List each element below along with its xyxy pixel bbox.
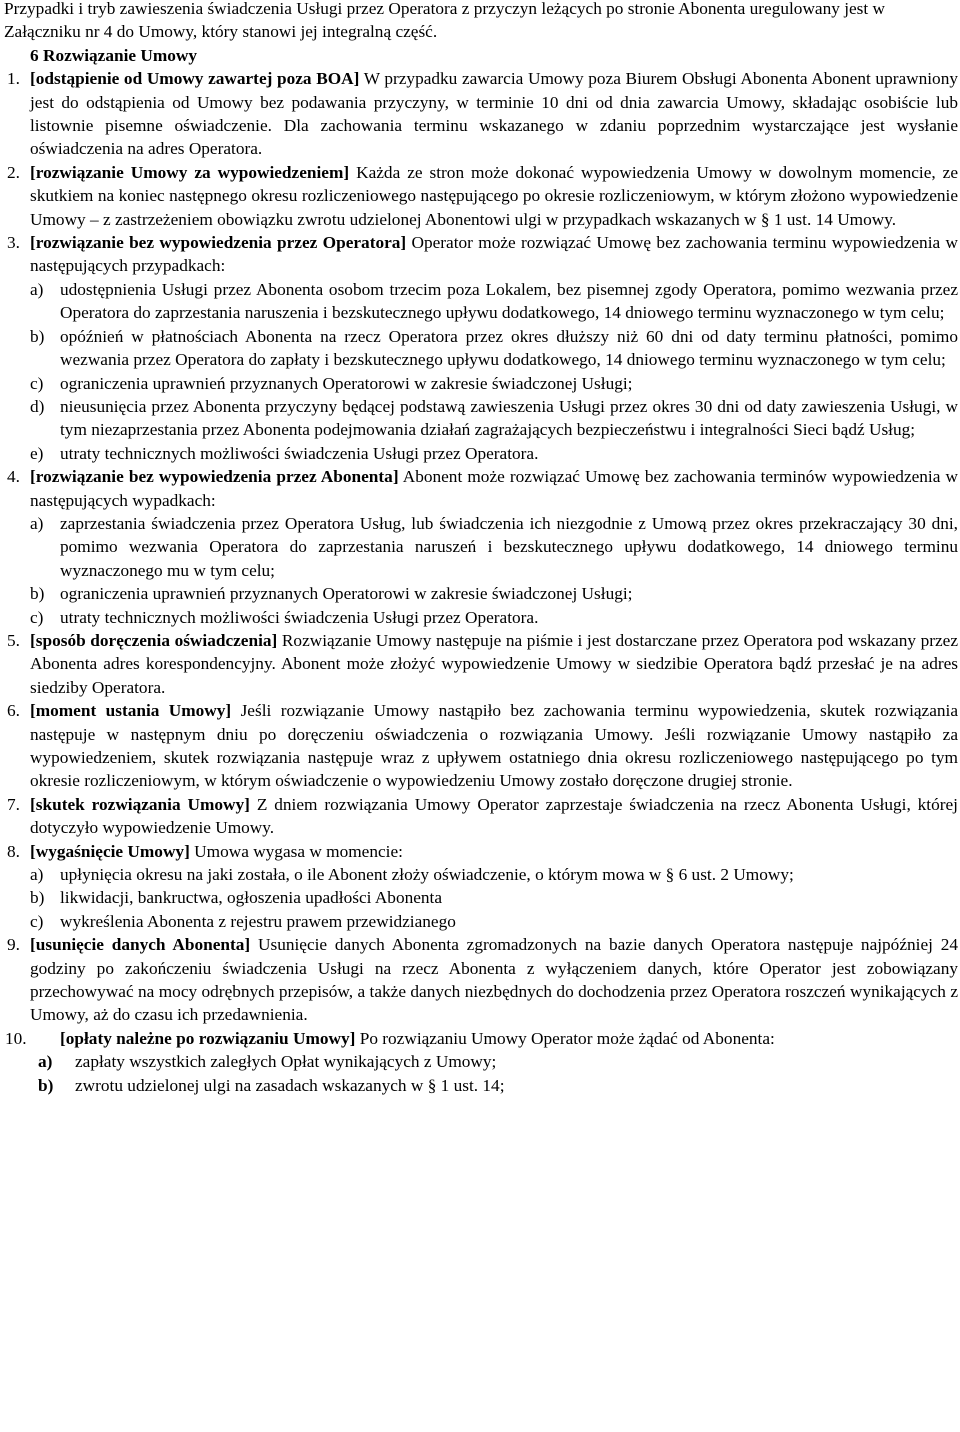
list-text: zapłaty wszystkich zaległych Opłat wynikających z Umowy; [75, 1052, 497, 1072]
clause-text: Umowa wygasa w momencie: [194, 841, 403, 861]
list-letter: b) [30, 584, 45, 604]
clause-text: W przypadku zawarcia Umowy poza Biurem Obsługi Abonenta Abonent uprawniony jest do odstąpienia od Umowy bez podawania przyczyny, w terminie 10 dni od dnia zawarcia Umowy, składając osobiście lub listownie pisemne oświadczenie. Dla zachowania terminu wskazanego w zdaniu poprzednim wystarczające jest wysłanie oświadczenia na adres Operatora. [30, 69, 958, 159]
clause-heading: [odstąpienie od Umowy zawartej poza BOA] [30, 69, 360, 89]
list-text: opóźnień w płatnościach Abonenta na rzecz Operatora przez okres dłuższy niż 60 dni od daty terminu płatności, pomimo wezwania przez Operatora do zapłaty i bezskutecznego upływu dodatkowego, 14 dniowego terminu wyznaczonego w tym celu; [60, 326, 958, 370]
list-item [0, 442, 958, 465]
list-item [0, 372, 958, 395]
list-item [0, 1050, 958, 1073]
section-title: 6 Rozwiązanie Umowy [30, 45, 198, 65]
clause-heading: [wygaśnięcie Umowy] [30, 841, 190, 861]
clause-4 [0, 465, 958, 512]
clause-heading: [rozwiązanie bez wypowiedzenia przez Operatora] [30, 233, 407, 253]
clause-heading: [sposób doręczenia oświadczenia] [30, 630, 278, 650]
list-text: upłynięcia okresu na jaki została, o ile Abonent złoży oświadczenie, o którym mowa w § 6 ust. 2 Umowy; [60, 865, 794, 885]
list-letter: b) [30, 888, 45, 908]
clause-text: Po rozwiązaniu Umowy Operator może żądać od Abonenta: [359, 1028, 775, 1048]
clause-number: 1. [7, 69, 20, 89]
list-letter: b) [30, 326, 45, 346]
list-letter: a) [30, 513, 44, 533]
clause-9 [0, 933, 958, 1027]
list-text: ograniczenia uprawnień przyznanych Operatorowi w zakresie świadczonej Usługi; [60, 584, 633, 604]
list-letter: b) [38, 1075, 54, 1095]
list-item [0, 606, 958, 629]
list-text: wykreślenia Abonenta z rejestru prawem przewidzianego [60, 911, 456, 931]
list-text: udostępnienia Usługi przez Abonenta osobom trzecim poza Lokalem, bez pisemnej zgody Operatora, pomimo wezwania przez Operatora do zaprzestania naruszenia i bezskutecznego upływu dodatkowego, 14 dniowego terminu wyznaczonego w tym celu; [60, 279, 958, 323]
clause-number: 10. [5, 1028, 27, 1048]
clause-number: 6. [7, 701, 20, 721]
clause-heading: [rozwiązanie bez wypowiedzenia przez Abonenta] [30, 467, 399, 487]
clause-text: Z dniem rozwiązania Umowy Operator zaprzestaje świadczenia na rzecz Abonenta Usługi, której dotyczyło wypowiedzenie Umowy. [30, 794, 958, 838]
clause-number: 8. [7, 841, 20, 861]
list-text: zaprzestania świadczenia przez Operatora Usług, lub świadczenia ich niezgodnie z Umową przez okres przekraczający 30 dni, pomimo wezwania Operatora do zaprzestania naruszeń i bezskutecznego upływu dodatkowego, 14 dniowego terminu wyznaczonego mu w tym celu; [60, 513, 958, 580]
clause-number: 2. [7, 162, 20, 182]
list-text: zwrotu udzielonej ulgi na zasadach wskazanych w § 1 ust. 14; [75, 1075, 505, 1095]
clause-number: 3. [7, 233, 20, 253]
clause-number: 9. [7, 935, 20, 955]
clause-3 [0, 231, 958, 278]
list-text: ograniczenia uprawnień przyznanych Operatorowi w zakresie świadczonej Usługi; [60, 373, 633, 393]
list-item [0, 582, 958, 605]
list-letter: a) [38, 1052, 53, 1072]
list-letter: c) [30, 607, 44, 627]
clause-heading: [opłaty należne po rozwiązaniu Umowy] [60, 1028, 356, 1048]
clause-heading: [skutek rozwiązania Umowy] [30, 794, 250, 814]
list-item [0, 395, 958, 442]
list-text: nieusunięcia przez Abonenta przyczyny będącej podstawą zawieszenia Usługi przez okres 30 dni od daty zawieszenia Usługi, w tym niezaprzestania przez Abonenta podejmowania działań zagrażających bezpieczeństwu i integralności Sieci bądź Usług; [60, 396, 958, 440]
clause-number: 7. [7, 794, 20, 814]
clause-text: Abonent może rozwiązać Umowę bez zachowania terminów wypowiedzenia w następujących wypadkach: [30, 467, 958, 510]
clause-number: 5. [7, 630, 20, 650]
clause-8 [0, 840, 958, 863]
clause-heading: [usunięcie danych Abonenta] [30, 935, 251, 955]
clause-10 [0, 1027, 958, 1050]
clause-text: Każda ze stron może dokonać wypowiedzenia Umowy w dowolnym momencie, ze skutkiem na koniec następnego okresu rozliczeniowego następującego po okresie rozliczeniowym, w którym złożono wypowiedzenie Umowy – z zastrzeżeniem obowiązku zwrotu udzielonej Abonentowi ulgi w przypadkach wskazanych w § 1 ust. 14 Umowy. [30, 162, 959, 229]
list-letter: e) [30, 443, 44, 463]
list-text: utraty technicznych możliwości świadczenia Usługi przez Operatora. [60, 607, 539, 627]
clause-text: Operator może rozwiązać Umowę bez zachowania terminu wypowiedzenia w następujących przypadkach: [30, 233, 958, 276]
list-item [0, 910, 958, 933]
list-item [0, 278, 958, 325]
clause-text: Usunięcie danych Abonenta zgromadzonych na bazie danych Operatora następuje najpóźniej 24 godziny po zakończeniu świadczenia Usługi na rzecz Abonenta z wyłączeniem danych, które Operator jest zobowiązany przechowywać na mocy odrębnych przepisów, a także danych niezbędnych do dochodzenia przez Operatora roszczeń wynikających z Umowy, aż do czasu ich przedawnienia. [30, 935, 959, 1025]
list-item [0, 1074, 958, 1097]
clause-number: 4. [7, 467, 20, 487]
clause-text: Rozwiązanie Umowy następuje na piśmie i jest dostarczane przez Operatora pod wskazany przez Abonenta adres korespondencyjny. Abonent może złożyć wypowiedzenie Umowy w siedzibie Operatora bądź przesłać je na adres siedziby Operatora. [30, 630, 958, 697]
clause-text: Jeśli rozwiązanie Umowy nastąpiło bez zachowania terminu wypowiedzenia, skutek rozwiązania następuje w następnym dniu po doręczeniu oświadczenia o rozwiązania Umowy. Jeśli rozwiązanie Umowy nastąpiło za wypowiedzeniem, skutek rozwiązania następuje wraz z upływem ostatniego dnia okresu rozliczeniowego następującego po tym okresie rozliczeniowym, w którym oświadczenie o wypowiedzeniu Umowy zostało doręczone drugiej stronie. [30, 701, 958, 791]
list-letter: a) [30, 865, 44, 885]
list-item [0, 863, 958, 886]
clause-heading: [rozwiązanie Umowy za wypowiedzeniem] [30, 162, 350, 182]
list-text: utraty technicznych możliwości świadczenia Usługi przez Operatora. [60, 443, 539, 463]
list-item [0, 886, 958, 909]
clause-heading: [moment ustania Umowy] [30, 701, 232, 721]
clause-2 [0, 161, 958, 231]
list-item [0, 512, 958, 582]
list-text: likwidacji, bankructwa, ogłoszenia upadłości Abonenta [60, 888, 443, 908]
list-letter: c) [30, 373, 44, 393]
clause-1 [0, 67, 958, 161]
list-item [0, 325, 958, 372]
clause-7 [0, 793, 958, 840]
clause-6 [0, 699, 958, 793]
list-letter: c) [30, 911, 44, 931]
clause-5 [0, 629, 958, 699]
list-letter: a) [30, 279, 44, 299]
intro-paragraph: Przypadki i tryb zawieszenia świadczenia Usługi przez Operatora z przyczyn leżących po stronie Abonenta uregulowany jest w Załączniku nr 4 do Umowy, który stanowi jej integralną część. [4, 0, 885, 42]
list-letter: d) [30, 396, 45, 416]
